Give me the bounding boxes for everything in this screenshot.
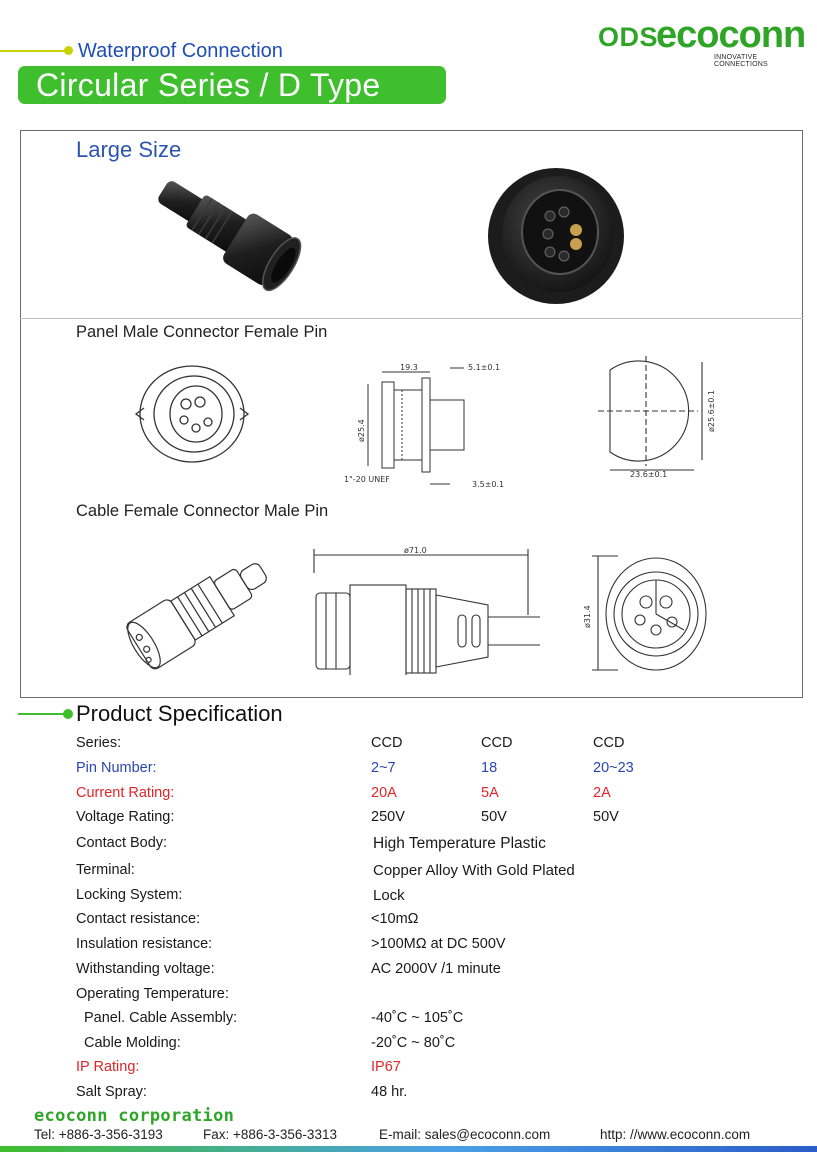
cable-connector-photo — [140, 160, 330, 310]
logo-ods-text: ODS — [598, 22, 659, 52]
footer-company: ecoconn corporation — [34, 1106, 235, 1126]
spec-value: 20~23 — [593, 760, 634, 776]
spec-value: CCD — [481, 735, 513, 751]
cable-side-drawing — [308, 545, 548, 675]
cable-connector-label: Cable Female Connector Male Pin — [76, 502, 329, 520]
panel-cutout-drawing — [590, 352, 730, 482]
spec-row-insulation-resistance — [0, 936, 817, 956]
panel-connector-label: Panel Male Connector Female Pin — [76, 323, 328, 341]
spec-value: 2~7 — [371, 760, 396, 776]
spec-label: Withstanding voltage: — [76, 961, 215, 977]
size-heading: Large Size — [76, 137, 182, 162]
spec-value: Copper Alloy With Gold Plated — [373, 862, 575, 879]
frame-divider-bottom — [20, 697, 803, 698]
spec-value: 50V — [481, 809, 507, 825]
header-accent-line — [0, 50, 66, 52]
panel-connector-photo — [478, 160, 638, 310]
logo-tagline: INNOVATIVE CONNECTIONS — [714, 54, 768, 68]
spec-row-terminal — [0, 862, 817, 882]
spec-value: 20A — [371, 785, 397, 801]
dim-cable-diameter: ø31.4 — [583, 605, 592, 628]
spec-row-contact-body — [0, 835, 817, 855]
dim-panel-gap: 3.5±0.1 — [472, 480, 505, 489]
panel-side-drawing — [340, 360, 520, 495]
spec-value: 50V — [593, 809, 619, 825]
dim-cutout-diameter: ø25.6±0.1 — [707, 389, 716, 432]
frame-divider-top — [20, 318, 803, 319]
page-title: Circular Series / D Type — [36, 67, 381, 103]
spec-label: Contact Body: — [76, 835, 168, 851]
cable-front-drawing — [570, 548, 710, 678]
panel-connector-sketch — [132, 356, 252, 476]
spec-label: Insulation resistance: — [76, 936, 213, 952]
spec-value: <10mΩ — [371, 911, 419, 927]
spec-value: 5A — [481, 785, 499, 801]
spec-row-ip-rating — [0, 1059, 817, 1079]
spec-value: High Temperature Plastic — [373, 835, 546, 852]
spec-value: -20˚C ~ 80˚C — [371, 1035, 456, 1051]
logo-brand-text: ecoconn — [656, 14, 806, 56]
header-subtitle: Waterproof Connection — [78, 40, 283, 62]
dim-cutout-flat: 23.6±0.1 — [630, 470, 668, 479]
spec-row-contact-resistance — [0, 911, 817, 931]
footer-tel: Tel: +886-3-356-3193 — [34, 1127, 163, 1142]
footer-website[interactable]: http: //www.ecoconn.com — [600, 1127, 751, 1142]
spec-label: Contact resistance: — [76, 911, 201, 927]
spec-label: Pin Number: — [76, 760, 157, 776]
dim-panel-flange: 5.1±0.1 — [468, 363, 501, 372]
spec-value: >100MΩ at DC 500V — [371, 936, 506, 952]
spec-value: -40˚C ~ 105˚C — [371, 1010, 464, 1026]
spec-row-salt-spray — [0, 1084, 817, 1104]
spec-row-current-rating — [0, 785, 817, 805]
header-accent-dot — [64, 46, 73, 55]
dim-panel-depth: 19.3 — [400, 363, 418, 372]
spec-accent-dot — [63, 709, 73, 719]
spec-label: IP Rating: — [76, 1059, 140, 1075]
spec-row-withstanding-voltage — [0, 961, 817, 981]
spec-value: 2A — [593, 785, 611, 801]
spec-row-pin-number — [0, 760, 817, 780]
spec-value: AC 2000V /1 minute — [371, 961, 501, 977]
dim-panel-thread: 1"-20 UNEF — [344, 475, 390, 484]
spec-label: Terminal: — [76, 862, 135, 878]
spec-row-voltage-rating — [0, 809, 817, 829]
spec-row-cable-molding — [0, 1035, 817, 1055]
spec-row-panel-cable-assembly — [0, 1010, 817, 1030]
spec-label: Current Rating: — [76, 785, 175, 801]
spec-label: Salt Spray: — [76, 1084, 147, 1100]
spec-row-operating-temperature — [0, 986, 817, 1006]
ecoconn-logo — [598, 14, 806, 68]
spec-label: Locking System: — [76, 887, 183, 903]
spec-title: Product Specification — [76, 701, 283, 726]
spec-label: Panel. Cable Assembly: — [84, 1010, 238, 1026]
spec-value: Lock — [373, 887, 405, 904]
footer-fax: Fax: +886-3-356-3313 — [203, 1127, 337, 1142]
dim-panel-diameter: ø25.4 — [357, 419, 366, 442]
cable-connector-sketch — [120, 535, 280, 685]
spec-label: Voltage Rating: — [76, 809, 175, 825]
footer-color-bar — [0, 1146, 817, 1152]
spec-label: Series: — [76, 735, 122, 751]
spec-value: 250V — [371, 809, 405, 825]
spec-label: Cable Molding: — [84, 1035, 181, 1051]
spec-accent-line — [18, 713, 66, 715]
spec-value: 18 — [481, 760, 498, 776]
spec-label: Operating Temperature: — [76, 986, 229, 1002]
spec-row-locking-system — [0, 887, 817, 907]
spec-value: 48 hr. — [371, 1084, 408, 1100]
spec-value: CCD — [593, 735, 625, 751]
footer-email[interactable]: E-mail: sales@ecoconn.com — [379, 1127, 551, 1142]
spec-row-series — [0, 735, 817, 755]
spec-value: IP67 — [371, 1059, 401, 1075]
dim-cable-length: ø71.0 — [404, 546, 427, 555]
spec-value: CCD — [371, 735, 403, 751]
